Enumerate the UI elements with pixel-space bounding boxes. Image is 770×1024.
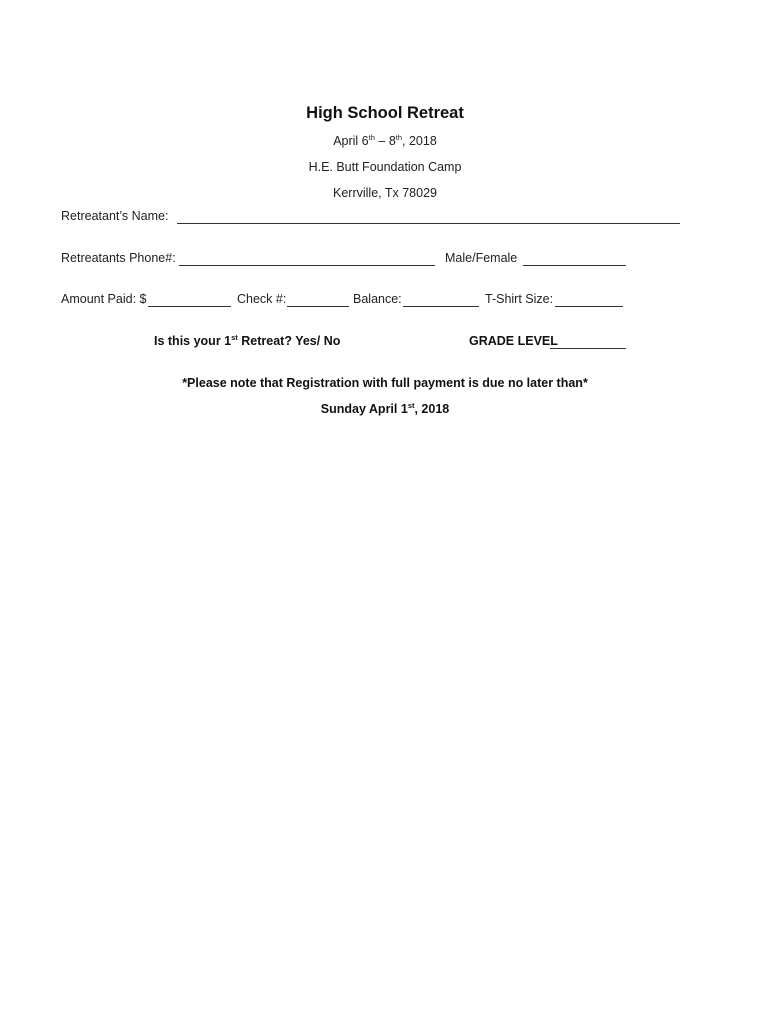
name-field[interactable] [177, 223, 680, 224]
date-separator: – [374, 134, 389, 148]
balance-label: Balance: [353, 292, 402, 306]
amount-field[interactable] [148, 306, 231, 307]
gender-label: Male/Female [445, 251, 518, 265]
first-retreat-prefix: Is this your 1 [154, 334, 232, 348]
camp-name: H.E. Butt Foundation Camp [308, 160, 462, 174]
page-title: High School Retreat [306, 104, 464, 122]
first-retreat-question [154, 334, 340, 348]
first-retreat-suffix: st [231, 332, 238, 342]
amount-label: Amount Paid: $ [61, 292, 147, 306]
name-label: Retreatant’s Name: [61, 209, 169, 223]
payment-deadline [0, 402, 770, 416]
gender-field[interactable] [523, 265, 626, 266]
check-label: Check #: [237, 292, 287, 306]
event-dates [0, 134, 770, 148]
grade-field[interactable] [550, 348, 626, 349]
name-row [0, 209, 770, 225]
start-date-suffix: th [368, 132, 375, 142]
phone-field[interactable] [179, 265, 435, 266]
check-field[interactable] [287, 306, 349, 307]
deadline-date: Sunday April 1 [320, 402, 408, 416]
balance-field[interactable] [403, 306, 479, 307]
grade-label: GRADE LEVEL [469, 334, 558, 348]
deadline-year: , 2018 [414, 402, 450, 416]
tshirt-label: T-Shirt Size: [485, 292, 554, 306]
camp-location: Kerrville, Tx 78029 [333, 186, 437, 200]
tshirt-field[interactable] [555, 306, 623, 307]
phone-row [0, 251, 770, 267]
first-retreat-rest: Retreat? Yes/ No [237, 334, 341, 348]
end-date: 8 [388, 134, 396, 148]
payment-notice: *Please note that Registration with full payment is due no later than* [182, 376, 588, 390]
phone-label: Retreatants Phone#: [61, 251, 176, 265]
payment-row [0, 292, 770, 308]
start-date: April 6 [333, 134, 369, 148]
end-date-suffix: th [395, 132, 403, 142]
retreat-row [0, 334, 770, 350]
event-year: , 2018 [402, 134, 437, 148]
deadline-suffix: st [407, 400, 415, 410]
